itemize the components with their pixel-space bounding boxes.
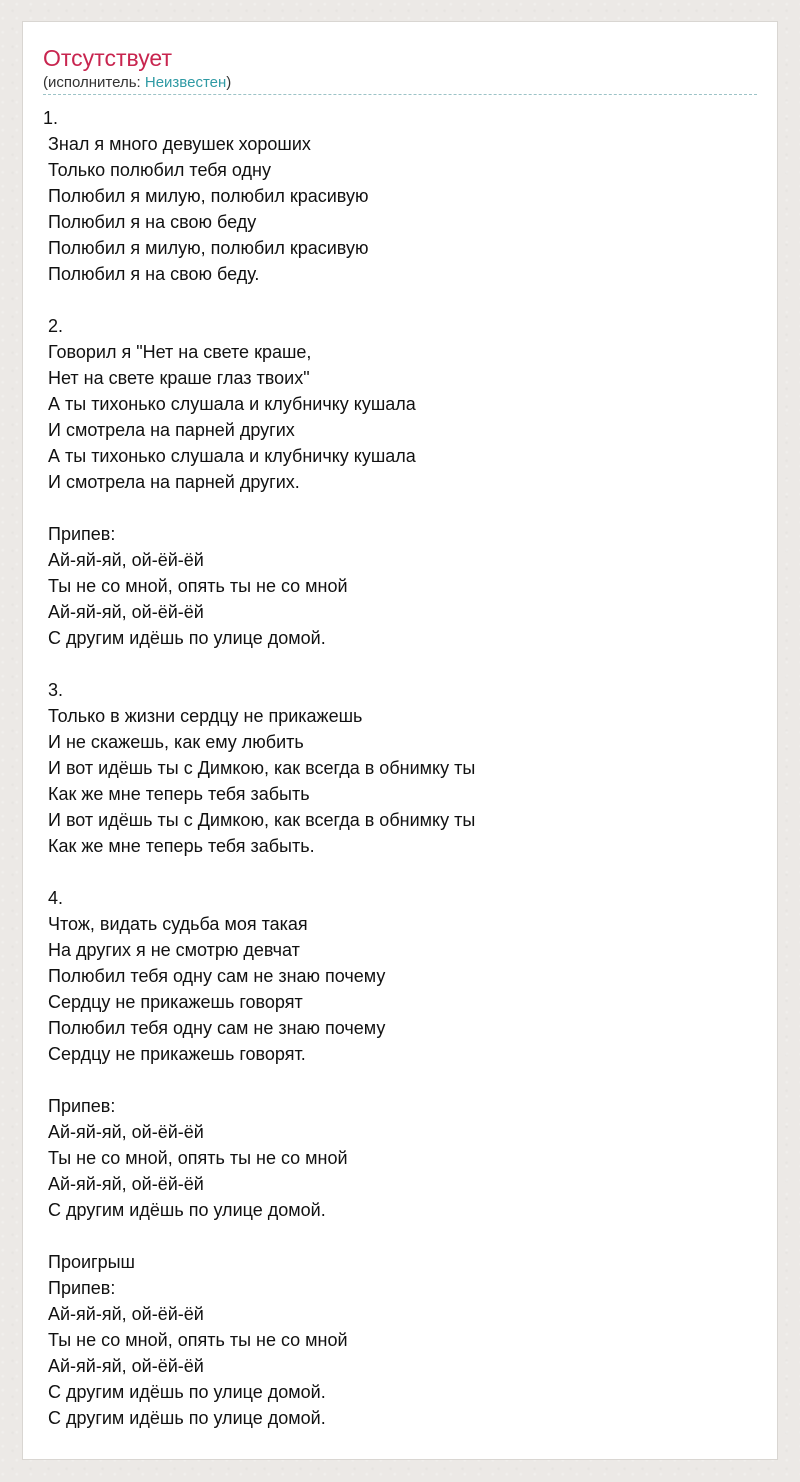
artist-suffix: )	[226, 74, 232, 91]
artist-line	[43, 73, 231, 93]
song-title: Отсутствует	[43, 45, 172, 71]
lyrics-card	[22, 21, 778, 1460]
header-divider	[43, 94, 757, 95]
lyrics-text: 1. Знал я много девушек хороших Только полюбил тебя одну Полюбил я милую, полюбил красивую Полюбил я на свою беду Полюбил я милую, полюбил красивую Полюбил я на свою беду. 2. Говорил я "Нет на свете краше, Нет на свете краше глаз твоих" А ты тихонько слушала и клубничку кушала И смотрела на парней других А ты тихонько слушала и клубничку кушала И смотрела на парней других. Припев: Ай-яй-яй, ой-ёй-ёй Ты не со мной, опять ты не со мной Ай-яй-яй, ой-ёй-ёй С другим идёшь по улице домой. 3. Только в жизни сердцу не прикажешь И не скажешь, как ему любить И вот идёшь ты с Димкою, как всегда в обнимку ты Как же мне теперь тебя забыть И вот идёшь ты с Димкою, как всегда в обнимку ты Как же мне теперь тебя забыть. 4. Чтож, видать судьба моя такая На других я не смотрю девчат Полюбил тебя одну сам не знаю почему Сердцу не прикажешь говорят Полюбил тебя одну сам не знаю почему Сердцу не прикажешь говорят. Припев: Ай-яй-яй, ой-ёй-ёй Ты не со мной, опять ты не со мной Ай-яй-яй, ой-ёй-ёй С другим идёшь по улице домой. Проигрыш Припев: Ай-яй-яй, ой-ёй-ёй Ты не со мной, опять ты не со мной Ай-яй-яй, ой-ёй-ёй С другим идёшь по улице домой. С другим идёшь по улице домой.	[43, 108, 476, 1428]
artist-prefix: (исполнитель:	[43, 74, 145, 91]
artist-link[interactable]: Неизвестен	[144, 74, 227, 91]
